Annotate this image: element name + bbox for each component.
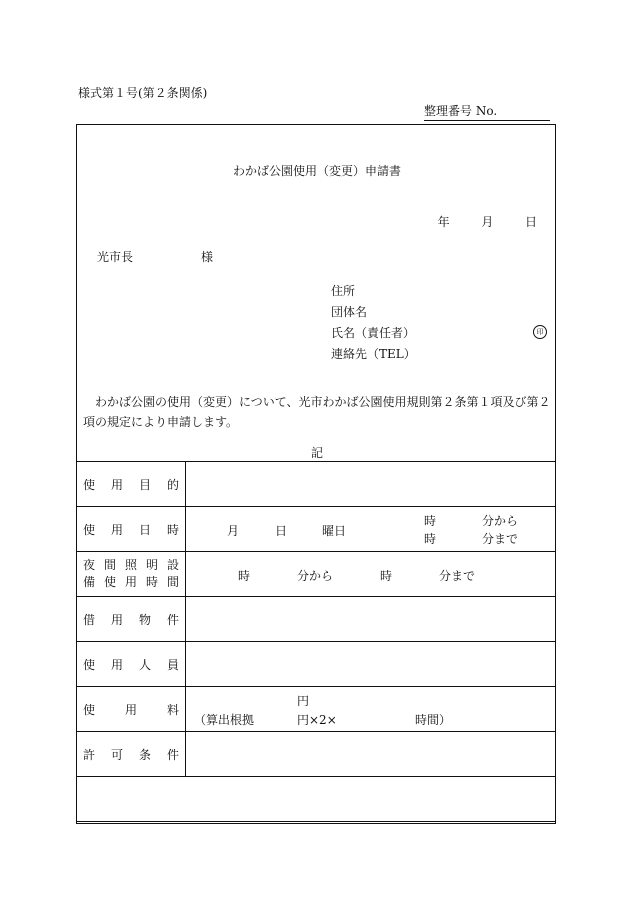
fee-yen-unit: 円	[297, 694, 310, 708]
end-minute-unit: 分まで	[482, 532, 519, 546]
form-title: わかば公園使用（変更）申請書	[232, 164, 401, 178]
applicant-contact-label: 連絡先（TEL）	[331, 347, 416, 361]
applicant-name-label: 氏名（責任者）	[331, 326, 416, 340]
purpose-field[interactable]	[186, 462, 556, 507]
purpose-label: 使 用 目 的	[77, 462, 186, 507]
date-line	[438, 213, 537, 230]
conditions-field[interactable]	[186, 732, 556, 777]
table-row-conditions	[77, 732, 556, 777]
table-row-datetime	[77, 507, 556, 552]
fee-basis-label: （算出根拠	[194, 713, 255, 727]
light-end-hour-unit: 時	[380, 569, 393, 583]
addressee-honorific: 様	[201, 250, 214, 264]
start-minute-unit: 分から	[482, 514, 519, 528]
conditions-label: 許 可 条 件	[77, 732, 186, 777]
reference-number-label: 整理番号 No.	[424, 104, 498, 118]
night-lighting-label: 夜 間 照 明 設 備 使 用 時 間	[77, 552, 186, 597]
table-row-users	[77, 642, 556, 687]
addressee	[97, 248, 213, 265]
users-field[interactable]	[186, 642, 556, 687]
seal-icon: 印	[533, 325, 547, 339]
fee-field[interactable]	[186, 687, 556, 732]
application-form	[76, 124, 556, 824]
night-lighting-field[interactable]	[186, 552, 556, 597]
table-row-rental-items	[77, 597, 556, 642]
applicant-block	[331, 281, 547, 365]
reference-number	[424, 102, 550, 121]
table-row-fee	[77, 687, 556, 732]
light-end-minute-unit: 分まで	[439, 569, 476, 583]
month-label: 月	[481, 215, 494, 229]
datetime-field[interactable]	[186, 507, 556, 552]
applicant-name-row	[331, 323, 547, 344]
applicant-group-label: 団体名	[331, 305, 368, 319]
light-start-minute-unit: 分から	[297, 569, 334, 583]
addressee-name: 光市長	[97, 250, 134, 264]
ki-heading: 記	[310, 446, 323, 460]
applicant-address-label: 住所	[331, 284, 356, 298]
month-unit: 月	[227, 524, 240, 538]
users-label: 使 用 人 員	[77, 642, 186, 687]
day-unit: 日	[275, 524, 288, 538]
blank-field[interactable]	[77, 777, 556, 822]
fee-formula: 円×2×	[297, 713, 337, 727]
year-label: 年	[437, 215, 450, 229]
datetime-label: 使 用 日 時	[77, 507, 186, 552]
table-row-blank	[77, 777, 556, 822]
details-table	[76, 461, 556, 822]
day-label: 日	[524, 215, 537, 229]
fee-label: 使 用 料	[77, 687, 186, 732]
table-row-purpose	[77, 462, 556, 507]
form-number: 様式第１号(第２条関係)	[78, 86, 208, 100]
rental-items-label: 借 用 物 件	[77, 597, 186, 642]
weekday-unit: 曜日	[322, 524, 347, 538]
application-statement: わかば公園の使用（変更）について、光市わかば公園使用規則第２条第１項及び第２項の規定により申請します。	[83, 395, 551, 429]
end-hour-unit: 時	[424, 532, 437, 546]
table-row-night-lighting	[77, 552, 556, 597]
start-hour-unit: 時	[424, 514, 437, 528]
rental-items-field[interactable]	[186, 597, 556, 642]
fee-hours-unit: 時間）	[415, 713, 452, 727]
light-start-hour-unit: 時	[238, 569, 251, 583]
